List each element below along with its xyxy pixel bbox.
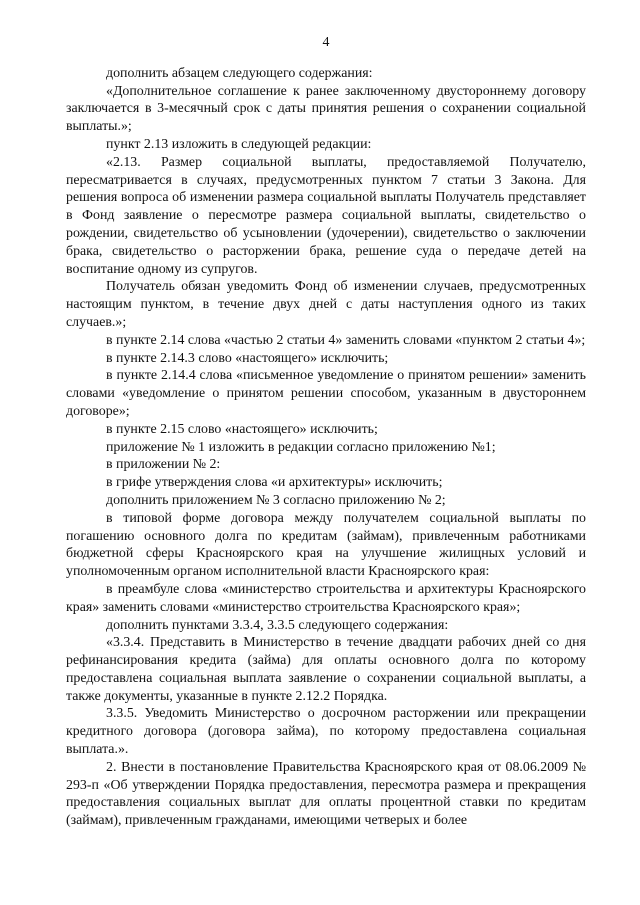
paragraph: в пункте 2.14.4 слова «письменное уведомление о принятом решении» заменить словами «уведомление о принятом решении способом, указанным в двустороннем договоре»; xyxy=(66,368,586,419)
paragraph: в типовой форме договора между получателем социальной выплаты по погашению основного долга по кредитам (займам), привлеченным работниками бюджетной сферы Красноярского края на улучшение жилищных условий и уполномоченным органом исполнительной власти Красноярского края: xyxy=(66,510,586,580)
paragraph: в пункте 2.14 слова «частью 2 статьи 4» заменить словами «пунктом 2 статьи 4»; xyxy=(106,332,586,348)
paragraph: пункт 2.13 изложить в следующей редакции: xyxy=(106,136,372,152)
paragraph: дополнить пунктами 3.3.4, 3.3.5 следующего содержания: xyxy=(106,617,449,633)
paragraph: в приложении № 2: xyxy=(106,457,221,473)
paragraph: в пункте 2.14.3 слово «настоящего» исключить; xyxy=(106,350,389,366)
paragraph: «2.13. Размер социальной выплаты, предоставляемой Получателю, пересматривается в случаях, предусмотренных пунктом 7 статьи 3 Закона. Для решения вопроса об изменении размера социальной выплаты Получатель представляет в Фонд заявление о пересмотре размера социальной выплаты, свидетельство о рождении, свидетельство об усыновлении (удочерении), свидетельство о заключении брака, свидетельство о расторжении брака, решение суда о передаче детей на воспитание одному из супругов. xyxy=(66,154,586,277)
paragraph: дополнить абзацем следующего содержания: xyxy=(106,65,373,81)
paragraph: приложение № 1 изложить в редакции согласно приложению №1; xyxy=(106,439,496,455)
paragraph: 2. Внести в постановление Правительства Красноярского края от 08.06.2009 № 293-п «Об утверждении Порядка предоставления, пересмотра размера и прекращения предоставления социальных выплат для оплаты процентной ставки по кредитам (займам), привлеченным гражданами, имеющими четверых и более xyxy=(66,759,586,829)
paragraph: в грифе утверждения слова «и архитектуры» исключить; xyxy=(106,475,443,491)
document-page xyxy=(66,34,586,830)
page-number: 4 xyxy=(322,35,330,50)
paragraph: в пункте 2.15 слово «настоящего» исключить; xyxy=(106,421,378,437)
paragraph: Получатель обязан уведомить Фонд об изменении случаев, предусмотренных настоящим пунктом, в течение двух дней с даты наступления одного из таких случаев.»; xyxy=(66,279,586,330)
paragraph: 3.3.5. Уведомить Министерство о досрочном расторжении или прекращении кредитного договора (договора займа), по которому предоставлена социальная выплата.». xyxy=(66,706,586,758)
paragraph: «Дополнительное соглашение к ранее заключенному двустороннему договору заключается в 3-месячный срок с даты принятия решения о сохранении социальной выплаты.»; xyxy=(66,83,586,135)
paragraph: дополнить приложением № 3 согласно приложению № 2; xyxy=(106,492,446,508)
paragraph: «3.3.4. Представить в Министерство в течение двадцати рабочих дней со дня рефинансирования кредита (займа) для оплаты основного долга по которому предоставлена социальная выплата заявление о сохранении социальной выплаты, а также документы, указанные в пункте 2.12.2 Порядка. xyxy=(66,635,586,704)
paragraph: в преамбуле слова «министерство строительства и архитектуры Красноярского края» заменить словами «министерство строительства Красноярского края»; xyxy=(66,581,586,615)
